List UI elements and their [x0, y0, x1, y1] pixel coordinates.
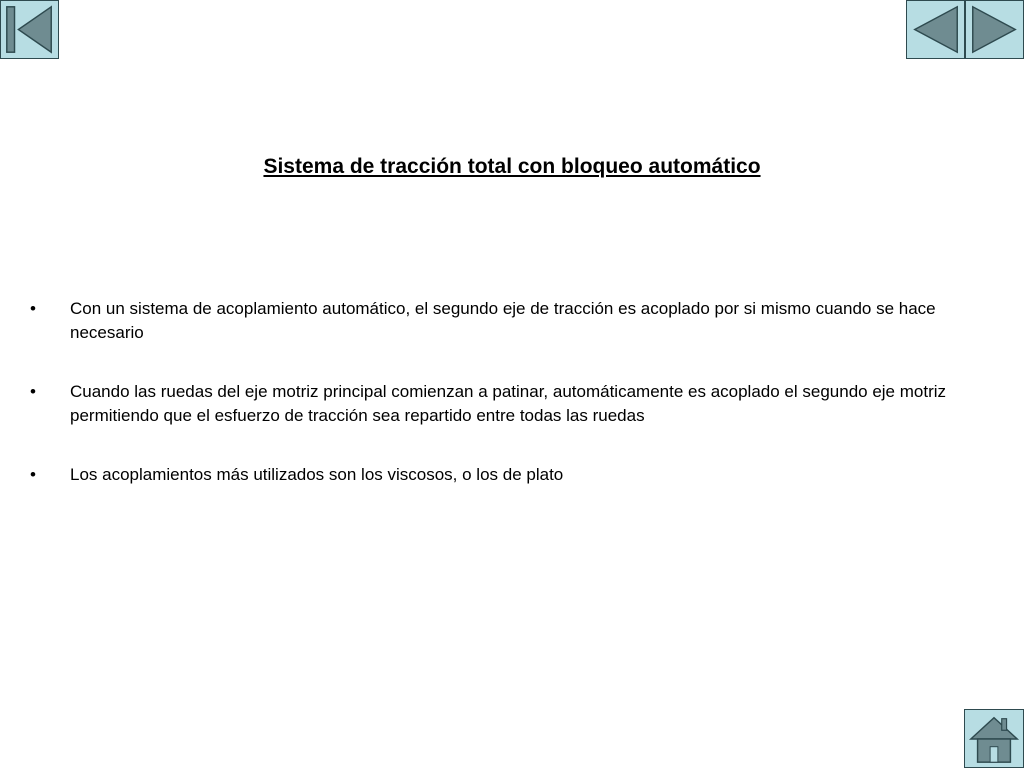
previous-slide-button[interactable]	[906, 0, 965, 59]
bullet-item	[30, 463, 970, 487]
bullet-item	[30, 297, 970, 345]
bullet-marker: •	[30, 382, 36, 401]
home-button[interactable]	[964, 709, 1024, 768]
next-slide-button[interactable]	[965, 0, 1024, 59]
first-slide-icon	[1, 1, 58, 58]
previous-slide-icon	[907, 1, 964, 58]
bullet-text: Los acoplamientos más utilizados son los viscosos, o los de plato	[70, 465, 564, 484]
home-icon	[965, 710, 1023, 767]
next-slide-icon	[966, 1, 1023, 58]
first-slide-button[interactable]	[0, 0, 59, 59]
slide-title: Sistema de tracción total con bloqueo automático	[263, 155, 761, 178]
bullet-text: Con un sistema de acoplamiento automático, el segundo eje de tracción es acoplado por si mismo cuando se hace necesario	[70, 299, 936, 342]
bullet-marker: •	[30, 299, 36, 318]
bullet-item	[30, 380, 970, 428]
bullet-marker: •	[30, 465, 36, 484]
bullet-list	[30, 297, 970, 522]
bullet-text: Cuando las ruedas del eje motriz principal comienzan a patinar, automáticamente es acoplado el segundo eje motriz permitiendo que el esfuerzo de tracción sea repartido entre todas las ruedas	[70, 382, 947, 425]
